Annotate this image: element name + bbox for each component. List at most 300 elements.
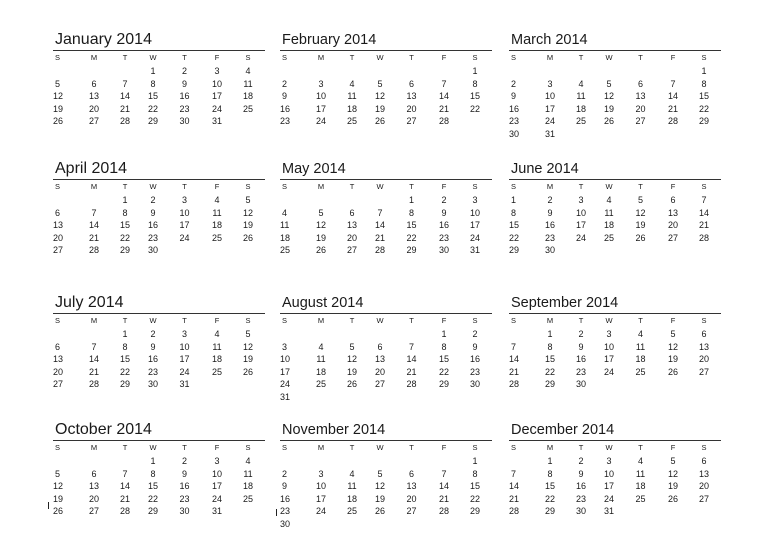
day-cell: 19 — [603, 103, 614, 114]
day-cell: 27 — [635, 116, 646, 127]
day-cell — [304, 328, 338, 341]
day-cell: 28 — [406, 379, 417, 390]
day-cell: 4 — [245, 66, 251, 76]
week-row — [53, 78, 265, 91]
day-cell: 6 — [54, 207, 60, 218]
day-cell — [338, 328, 366, 341]
day-cell: 23 — [280, 506, 291, 517]
week-row — [280, 455, 492, 468]
day-cell: 29 — [509, 245, 520, 256]
day-cell: 11 — [316, 354, 326, 365]
day-cell: 4 — [349, 468, 355, 479]
day-cell: 30 — [179, 116, 190, 127]
day-cell: 10 — [315, 91, 326, 102]
day-cell: 8 — [472, 78, 478, 89]
weekday-label: S — [701, 316, 707, 325]
day-cell — [658, 378, 688, 391]
day-cell: 26 — [242, 366, 253, 377]
day-cell: 14 — [119, 91, 130, 102]
week-row — [53, 353, 265, 366]
day-cell — [366, 518, 394, 531]
week-row — [280, 366, 492, 379]
day-cell: 12 — [242, 207, 253, 218]
day-cell: 29 — [544, 379, 555, 390]
day-cell: 20 — [406, 103, 417, 114]
day-cell: 7 — [377, 207, 383, 218]
week-row — [509, 366, 721, 379]
week-row — [280, 391, 492, 404]
day-cell: 13 — [53, 354, 64, 365]
day-cell: 1 — [150, 66, 156, 76]
day-cell: 25 — [211, 366, 222, 377]
weekday-label: F — [441, 443, 447, 452]
week-row — [280, 480, 492, 493]
day-cell: 12 — [346, 354, 357, 365]
day-cell: 11 — [212, 341, 222, 352]
weekday-label: T — [638, 443, 643, 452]
weekday-label: S — [472, 53, 478, 62]
day-cell: 29 — [406, 245, 417, 256]
week-row — [509, 328, 721, 341]
day-cell: 26 — [603, 116, 614, 127]
day-cell: 7 — [122, 78, 128, 89]
day-cell: 24 — [179, 232, 190, 243]
day-cell: 17 — [544, 103, 555, 114]
week-row — [509, 90, 721, 103]
day-cell: 6 — [637, 78, 643, 89]
day-cell: 27 — [88, 506, 99, 517]
weekday-label: W — [149, 182, 157, 191]
day-cell: 26 — [53, 506, 64, 517]
day-cell: 26 — [667, 493, 678, 504]
week-row — [53, 219, 265, 232]
day-cell: 7 — [408, 341, 414, 352]
day-cell: 17 — [315, 493, 326, 504]
day-cell: 21 — [698, 220, 709, 231]
day-cell: 19 — [53, 103, 64, 114]
day-cell: 29 — [119, 379, 130, 390]
day-cell: 19 — [635, 220, 646, 231]
week-row — [53, 194, 265, 207]
day-cell: 11 — [576, 91, 586, 102]
week-row — [509, 468, 721, 481]
day-cell — [232, 244, 264, 257]
day-cell: 2 — [441, 195, 447, 205]
weekday-label: T — [122, 182, 128, 191]
week-row — [53, 207, 265, 220]
day-cell — [77, 65, 111, 78]
week-row — [53, 328, 265, 341]
week-row — [53, 378, 265, 391]
month-november — [280, 420, 492, 531]
month-march — [509, 30, 721, 141]
day-cell: 1 — [472, 66, 478, 76]
day-cell: 1 — [122, 329, 128, 339]
day-cell: 23 — [575, 366, 586, 377]
month-may — [280, 159, 492, 257]
week-row — [509, 455, 721, 468]
day-cell: 27 — [406, 506, 417, 517]
day-cell: 15 — [119, 354, 130, 365]
day-cell: 11 — [243, 78, 253, 89]
day-cell: 14 — [438, 91, 449, 102]
day-cell — [394, 455, 429, 468]
day-cell: 6 — [91, 78, 97, 89]
day-cell: 8 — [150, 468, 156, 479]
day-cell: 19 — [53, 493, 64, 504]
day-cell: 15 — [544, 354, 555, 365]
day-cell: 24 — [179, 366, 190, 377]
week-row — [53, 90, 265, 103]
day-cell: 7 — [91, 341, 97, 352]
day-cell: 23 — [280, 116, 291, 127]
day-cell: 7 — [122, 468, 128, 479]
day-cell — [429, 65, 459, 78]
day-cell: 18 — [280, 232, 291, 243]
day-cell: 27 — [53, 245, 64, 256]
day-cell: 18 — [242, 91, 253, 102]
day-cell: 3 — [214, 66, 220, 76]
day-cell — [53, 65, 62, 78]
day-cell: 9 — [150, 207, 156, 218]
day-cell — [280, 455, 289, 468]
day-cell: 28 — [698, 232, 709, 243]
weekday-label: S — [281, 316, 287, 325]
day-cell: 13 — [667, 207, 678, 218]
day-cell: 13 — [374, 354, 385, 365]
margin-mark-october — [48, 502, 49, 509]
day-cell: 20 — [374, 366, 385, 377]
day-cell — [53, 194, 62, 207]
day-cell: 24 — [575, 232, 586, 243]
weekday-label: T — [349, 182, 355, 191]
weekday-label: T — [409, 53, 414, 62]
day-cell — [304, 455, 338, 468]
day-cell: 6 — [91, 468, 97, 479]
day-cell — [280, 194, 289, 207]
day-cell: 8 — [150, 78, 156, 89]
month-title: October 2014 — [53, 420, 265, 441]
day-cell: 9 — [181, 468, 187, 479]
day-cell: 23 — [438, 232, 449, 243]
month-april — [53, 159, 265, 257]
day-cell: 24 — [603, 366, 614, 377]
day-cell: 25 — [635, 493, 646, 504]
day-cell — [394, 328, 429, 341]
week-row — [53, 103, 265, 116]
day-cell — [394, 65, 429, 78]
day-cell: 7 — [701, 195, 707, 205]
day-cell — [338, 455, 366, 468]
week-row — [509, 194, 721, 207]
month-august — [280, 293, 492, 404]
day-cell: 21 — [88, 366, 99, 377]
day-cell: 17 — [280, 366, 291, 377]
day-cell: 9 — [281, 91, 287, 102]
day-cell: 12 — [315, 220, 326, 231]
weekday-label: F — [441, 53, 447, 62]
day-cell: 7 — [670, 78, 676, 89]
day-cell: 23 — [147, 232, 158, 243]
day-cell: 5 — [245, 329, 251, 339]
day-cell: 8 — [547, 341, 553, 352]
week-row — [280, 194, 492, 207]
weekday-label: F — [670, 182, 676, 191]
day-cell: 3 — [181, 329, 187, 339]
day-cell: 6 — [349, 207, 355, 218]
weekday-label: M — [317, 316, 325, 325]
weekday-label: T — [349, 443, 355, 452]
day-cell: 1 — [441, 329, 447, 339]
day-cell: 5 — [606, 78, 612, 89]
weekday-label: S — [281, 443, 287, 452]
day-cell: 22 — [469, 493, 480, 504]
weekday-header — [509, 314, 721, 328]
day-cell: 31 — [469, 245, 480, 256]
week-row — [509, 78, 721, 91]
day-cell — [111, 455, 139, 468]
day-cell: 10 — [603, 341, 614, 352]
day-cell: 20 — [346, 232, 357, 243]
day-cell: 29 — [698, 116, 709, 127]
day-cell: 25 — [603, 232, 614, 243]
day-cell — [280, 65, 289, 78]
day-cell: 21 — [438, 493, 449, 504]
day-cell — [658, 65, 688, 78]
day-cell — [533, 65, 567, 78]
day-cell: 29 — [119, 245, 130, 256]
day-cell: 4 — [349, 78, 355, 89]
weekday-label: S — [472, 316, 478, 325]
weekday-label: M — [546, 443, 554, 452]
weekday-label: M — [317, 443, 325, 452]
day-cell: 12 — [374, 91, 385, 102]
day-cell: 13 — [346, 220, 357, 231]
weekday-label: S — [54, 443, 60, 452]
day-cell: 5 — [54, 78, 60, 89]
day-cell: 22 — [469, 103, 480, 114]
weekday-label: T — [409, 182, 414, 191]
day-cell: 4 — [245, 456, 251, 466]
day-cell: 11 — [604, 207, 614, 218]
day-cell: 9 — [510, 91, 516, 102]
day-cell: 8 — [510, 207, 516, 218]
day-cell — [623, 244, 658, 257]
week-row — [280, 341, 492, 354]
day-cell: 14 — [406, 354, 417, 365]
day-cell: 31 — [179, 379, 190, 390]
day-cell: 18 — [346, 103, 357, 114]
day-cell: 25 — [242, 103, 253, 114]
day-cell: 23 — [575, 493, 586, 504]
day-cell: 20 — [53, 366, 64, 377]
weekday-header — [53, 441, 265, 455]
day-cell — [53, 455, 62, 468]
day-cell: 9 — [181, 78, 187, 89]
day-cell: 7 — [91, 207, 97, 218]
day-cell — [459, 115, 491, 128]
day-cell: 13 — [698, 341, 709, 352]
day-cell — [338, 518, 366, 531]
weekday-label: F — [441, 182, 447, 191]
weekday-label: S — [510, 53, 516, 62]
day-cell: 28 — [119, 116, 130, 127]
month-february — [280, 30, 492, 128]
day-cell: 21 — [374, 232, 385, 243]
day-cell: 29 — [147, 116, 158, 127]
day-cell: 16 — [179, 91, 190, 102]
week-row — [280, 65, 492, 78]
day-cell — [77, 194, 111, 207]
weekday-label: S — [510, 316, 516, 325]
week-row — [53, 468, 265, 481]
month-october — [53, 420, 265, 518]
day-cell: 30 — [544, 245, 555, 256]
day-cell — [429, 391, 459, 404]
day-cell: 30 — [179, 506, 190, 517]
weekday-label: T — [409, 316, 414, 325]
week-row — [280, 219, 492, 232]
day-cell — [53, 328, 62, 341]
day-cell: 21 — [438, 103, 449, 114]
day-cell: 17 — [211, 91, 222, 102]
day-cell — [338, 194, 366, 207]
day-cell: 2 — [281, 468, 287, 479]
day-cell: 5 — [377, 468, 383, 479]
weekday-label: M — [546, 182, 554, 191]
day-cell: 9 — [281, 481, 287, 492]
weekday-label: F — [670, 53, 676, 62]
day-cell: 6 — [377, 341, 383, 352]
day-cell: 22 — [544, 366, 555, 377]
day-cell: 15 — [147, 481, 158, 492]
day-cell: 18 — [242, 481, 253, 492]
day-cell: 12 — [53, 91, 64, 102]
weekday-label: W — [149, 53, 157, 62]
day-cell: 8 — [122, 341, 128, 352]
day-cell: 17 — [575, 220, 586, 231]
month-title: July 2014 — [53, 293, 265, 314]
day-cell: 12 — [242, 341, 253, 352]
day-cell: 25 — [346, 116, 357, 127]
day-cell: 13 — [698, 468, 709, 479]
weekday-label: T — [578, 316, 584, 325]
day-cell: 16 — [280, 493, 291, 504]
day-cell: 23 — [469, 366, 480, 377]
day-cell: 24 — [280, 379, 291, 390]
day-cell: 9 — [150, 341, 156, 352]
day-cell — [394, 391, 429, 404]
day-cell: 14 — [509, 481, 520, 492]
day-cell — [459, 518, 491, 531]
day-cell: 13 — [88, 91, 99, 102]
day-cell: 2 — [547, 195, 553, 205]
day-cell — [338, 65, 366, 78]
day-cell: 29 — [438, 379, 449, 390]
day-cell: 3 — [281, 341, 287, 352]
day-cell: 4 — [637, 329, 643, 339]
day-cell: 27 — [667, 232, 678, 243]
day-cell: 17 — [211, 481, 222, 492]
day-cell: 21 — [88, 232, 99, 243]
day-cell: 7 — [441, 468, 447, 479]
day-cell: 17 — [469, 220, 480, 231]
day-cell: 21 — [119, 493, 130, 504]
day-cell — [429, 518, 459, 531]
week-row — [509, 378, 721, 391]
month-title: September 2014 — [509, 293, 721, 314]
day-cell: 9 — [578, 341, 584, 352]
day-cell — [366, 65, 394, 78]
day-cell: 30 — [575, 379, 586, 390]
day-cell: 20 — [88, 493, 99, 504]
month-title: February 2014 — [280, 30, 492, 51]
weekday-label: S — [54, 316, 60, 325]
day-cell: 22 — [119, 366, 130, 377]
day-cell: 10 — [315, 481, 326, 492]
day-cell: 22 — [438, 366, 449, 377]
day-cell: 8 — [122, 207, 128, 218]
day-cell: 14 — [374, 220, 385, 231]
day-cell: 30 — [575, 506, 586, 517]
day-cell — [366, 455, 394, 468]
week-row — [53, 455, 265, 468]
day-cell: 5 — [54, 468, 60, 479]
week-row — [280, 493, 492, 506]
day-cell: 10 — [575, 207, 586, 218]
day-cell: 31 — [211, 116, 222, 127]
day-cell: 10 — [179, 341, 190, 352]
day-cell: 14 — [438, 481, 449, 492]
day-cell — [688, 378, 720, 391]
week-row — [280, 353, 492, 366]
day-cell — [658, 128, 688, 141]
day-cell: 25 — [315, 379, 326, 390]
day-cell: 17 — [603, 481, 614, 492]
day-cell: 11 — [212, 207, 222, 218]
day-cell: 28 — [119, 506, 130, 517]
day-cell: 11 — [347, 91, 357, 102]
weekday-label: W — [149, 316, 157, 325]
day-cell: 18 — [635, 481, 646, 492]
week-row — [509, 505, 721, 518]
weekday-label: T — [122, 53, 128, 62]
day-cell: 18 — [635, 354, 646, 365]
week-row — [509, 128, 721, 141]
week-row — [53, 366, 265, 379]
weekday-label: S — [701, 182, 707, 191]
day-cell: 10 — [179, 207, 190, 218]
day-cell: 16 — [438, 220, 449, 231]
weekday-label: W — [149, 443, 157, 452]
weekday-label: S — [510, 443, 516, 452]
day-cell: 21 — [509, 366, 520, 377]
weekday-label: F — [441, 316, 447, 325]
day-cell: 26 — [315, 245, 326, 256]
day-cell: 21 — [509, 493, 520, 504]
day-cell: 1 — [150, 456, 156, 466]
day-cell: 30 — [147, 379, 158, 390]
day-cell: 18 — [211, 354, 222, 365]
day-cell: 1 — [701, 66, 707, 76]
weekday-label: M — [546, 316, 554, 325]
day-cell — [304, 65, 338, 78]
day-cell: 26 — [635, 232, 646, 243]
day-cell: 20 — [406, 493, 417, 504]
day-cell: 13 — [406, 481, 417, 492]
day-cell: 26 — [346, 379, 357, 390]
day-cell: 18 — [211, 220, 222, 231]
